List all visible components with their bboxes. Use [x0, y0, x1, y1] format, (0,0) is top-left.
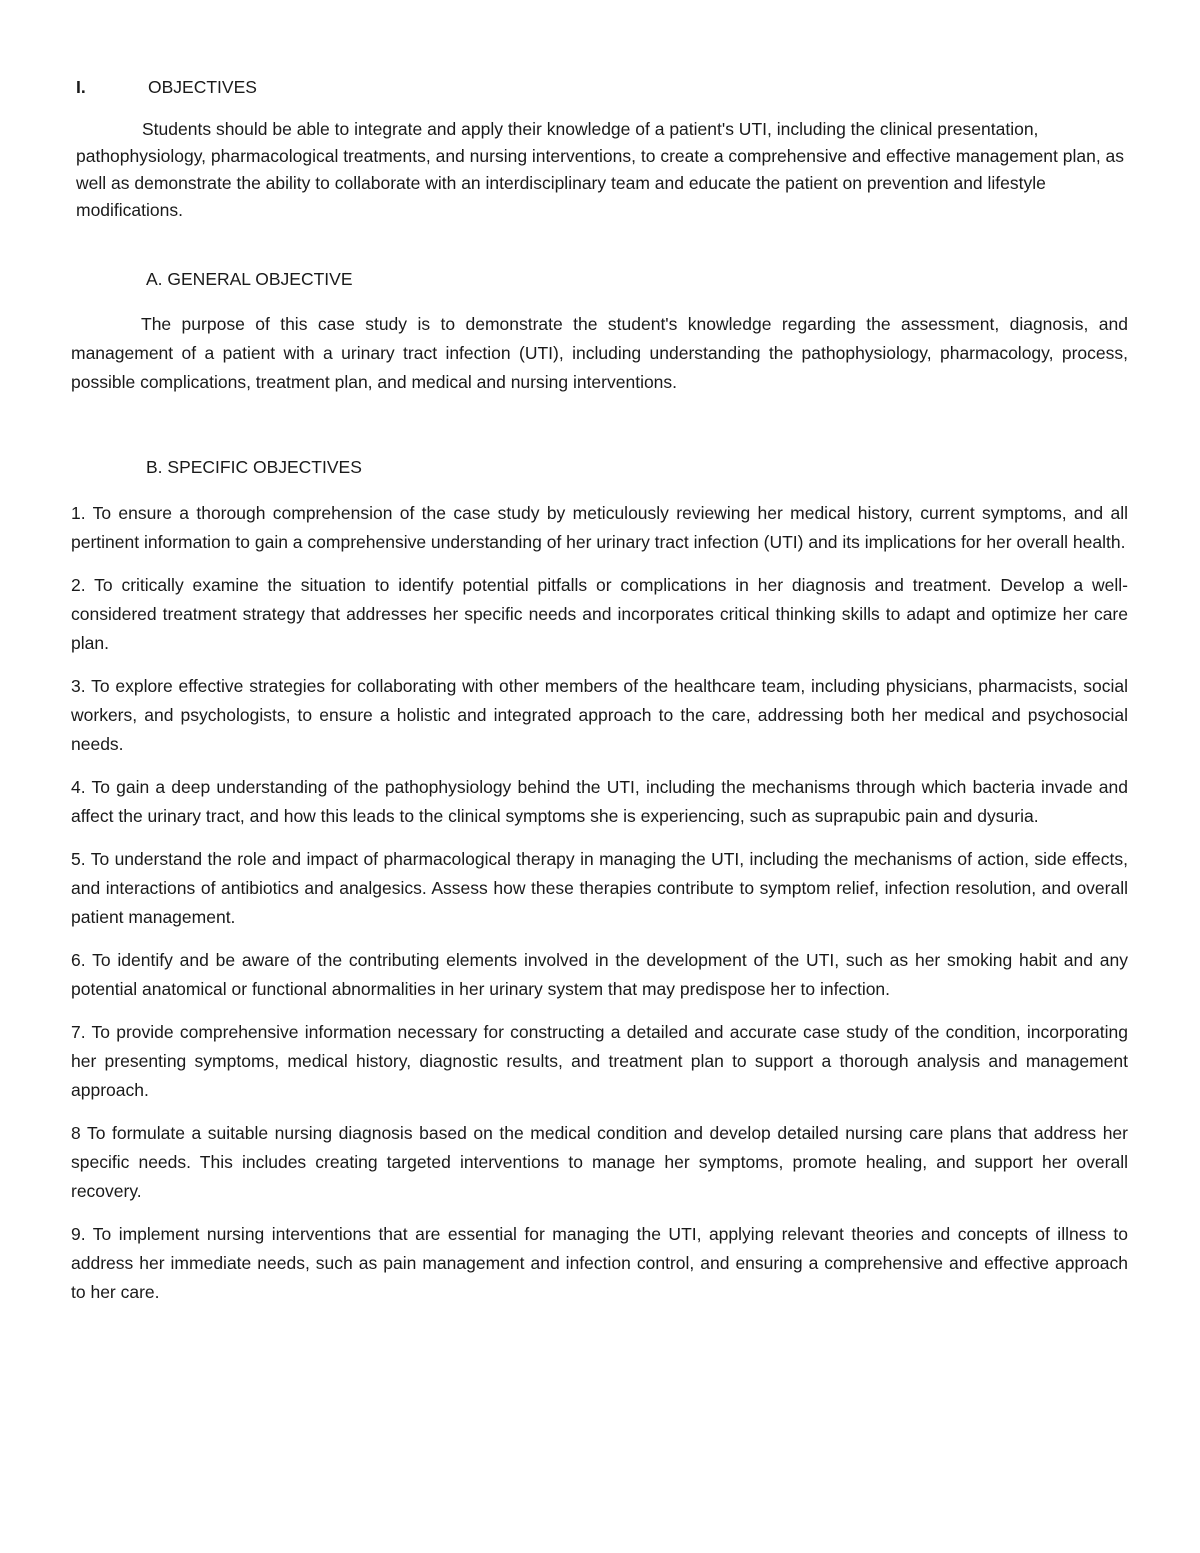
specific-objective-item: 1. To ensure a thorough comprehension of the case study by meticulously reviewing her medical history, current symptoms, and all pertinent information to gain a comprehensive understanding of her urinary tract infection (UTI) and its implications for her overall health. — [71, 503, 1128, 552]
specific-objective-item: 7. To provide comprehensive information necessary for constructing a detailed and accurate case study of the condition, incorporating her presenting symptoms, medical history, diagnostic results, and treatment plan to support a thorough analysis and management approach. — [71, 1022, 1128, 1100]
general-objective-paragraph: The purpose of this case study is to demonstrate the student's knowledge regarding the assessment, diagnosis, and management of a patient with a urinary tract infection (UTI), including understanding the pathophysiology, pharmacology, process, possible complications, treatment plan, and medical and nursing interventions. — [71, 314, 1128, 392]
specific-objective-item: 5. To understand the role and impact of pharmacological therapy in managing the UTI, including the mechanisms of action, side effects, and interactions of antibiotics and analgesics. Assess how these therapies contribute to symptom relief, infection resolution, and overall patient management. — [71, 849, 1128, 927]
specific-objective-item: 6. To identify and be aware of the contributing elements involved in the development of the UTI, such as her smoking habit and any potential anatomical or functional abnormalities in her urinary system that may predispose her to infection. — [71, 950, 1128, 999]
specific-objectives-list — [71, 499, 1128, 1321]
general-objective-heading: A. GENERAL OBJECTIVE — [146, 269, 353, 289]
specific-objective-item: 8 To formulate a suitable nursing diagnosis based on the medical condition and develop detailed nursing care plans that address her specific needs. This includes creating targeted interventions to manage her symptoms, promote healing, and support her overall recovery. — [71, 1123, 1128, 1201]
section-number: I. — [76, 77, 86, 97]
specific-objective-item: 2. To critically examine the situation to identify potential pitfalls or complications in her diagnosis and treatment. Develop a well-considered treatment strategy that addresses her specific needs and incorporates critical thinking skills to adapt and optimize her care plan. — [71, 575, 1128, 653]
section-title: OBJECTIVES — [148, 77, 257, 97]
specific-objectives-heading: B. SPECIFIC OBJECTIVES — [146, 457, 362, 477]
section-heading — [76, 76, 257, 98]
specific-objective-item: 3. To explore effective strategies for collaborating with other members of the healthcare team, including physicians, pharmacists, social workers, and psychologists, to ensure a holistic and integrated approach to the care, addressing both her medical and psychosocial needs. — [71, 676, 1128, 754]
specific-objective-item: 4. To gain a deep understanding of the pathophysiology behind the UTI, including the mechanisms through which bacteria invade and affect the urinary tract, and how this leads to the clinical symptoms she is experiencing, such as suprapubic pain and dysuria. — [71, 777, 1128, 826]
specific-objective-item: 9. To implement nursing interventions that are essential for managing the UTI, applying relevant theories and concepts of illness to address her immediate needs, such as pain management and infection control, and ensuring a comprehensive and effective approach to her care. — [71, 1224, 1128, 1302]
objectives-intro-paragraph: Students should be able to integrate and apply their knowledge of a patient's UTI, including the clinical presentation, pathophysiology, pharmacological treatments, and nursing interventions, to create a comprehensive and effective management plan, as well as demonstrate the ability to collaborate with an interdisciplinary team and educate the patient on prevention and lifestyle modifications. — [76, 119, 1125, 220]
